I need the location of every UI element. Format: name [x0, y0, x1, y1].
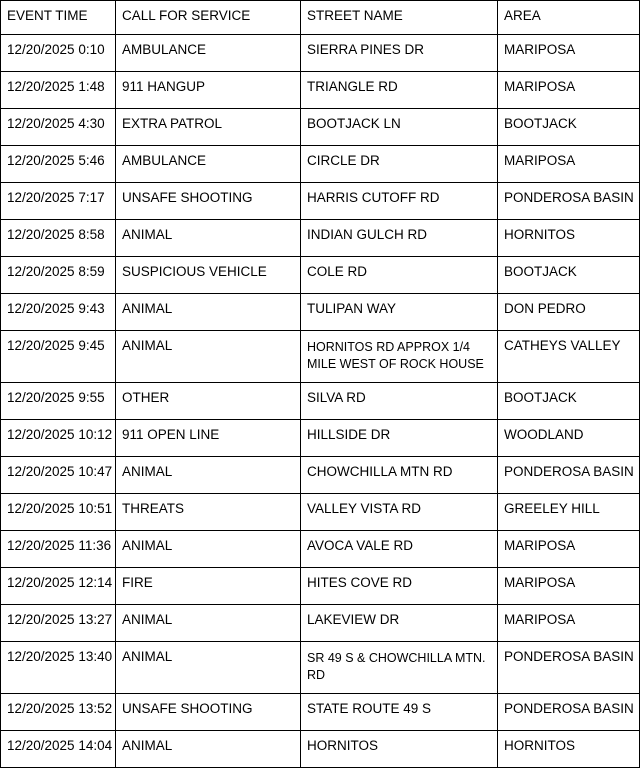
call-type-cell: OTHER [116, 383, 301, 420]
call-type-cell: ANIMAL [116, 294, 301, 331]
table-row [1, 257, 640, 294]
event-time-cell: 12/20/2025 0:10 [1, 35, 116, 72]
event-time-cell: 12/20/2025 5:46 [1, 146, 116, 183]
call-type-cell: UNSAFE SHOOTING [116, 183, 301, 220]
area-cell: PONDEROSA BASIN [498, 694, 640, 731]
table-row [1, 183, 640, 220]
call-type-cell: 911 HANGUP [116, 72, 301, 109]
event-time-cell: 12/20/2025 10:12 [1, 420, 116, 457]
area-cell: BOOTJACK [498, 383, 640, 420]
call-type-cell: ANIMAL [116, 220, 301, 257]
area-cell: MARIPOSA [498, 605, 640, 642]
street-name-cell: CHOWCHILLA MTN RD [301, 457, 498, 494]
table-row [1, 568, 640, 605]
table-row [1, 383, 640, 420]
event-time-cell: 12/20/2025 1:48 [1, 72, 116, 109]
table-row [1, 220, 640, 257]
street-name-cell: HILLSIDE DR [301, 420, 498, 457]
call-type-cell: THREATS [116, 494, 301, 531]
table-row [1, 146, 640, 183]
street-name-cell: HORNITOS [301, 731, 498, 768]
event-time-cell: 12/20/2025 10:51 [1, 494, 116, 531]
table-row [1, 531, 640, 568]
street-name-cell: SR 49 S & CHOWCHILLA MTN. RD [301, 642, 498, 694]
table-row [1, 331, 640, 383]
area-cell: PONDEROSA BASIN [498, 642, 640, 694]
event-time-cell: 12/20/2025 11:36 [1, 531, 116, 568]
area-cell: BOOTJACK [498, 109, 640, 146]
call-type-cell: 911 OPEN LINE [116, 420, 301, 457]
area-cell: PONDEROSA BASIN [498, 183, 640, 220]
table-row [1, 294, 640, 331]
area-cell: MARIPOSA [498, 72, 640, 109]
street-name-cell: COLE RD [301, 257, 498, 294]
event-time-cell: 12/20/2025 4:30 [1, 109, 116, 146]
table-row [1, 109, 640, 146]
call-type-cell: UNSAFE SHOOTING [116, 694, 301, 731]
header-street-name: STREET NAME [301, 1, 498, 35]
call-type-cell: AMBULANCE [116, 146, 301, 183]
area-cell: MARIPOSA [498, 531, 640, 568]
event-time-cell: 12/20/2025 13:52 [1, 694, 116, 731]
street-name-cell: STATE ROUTE 49 S [301, 694, 498, 731]
call-type-cell: AMBULANCE [116, 35, 301, 72]
area-cell: GREELEY HILL [498, 494, 640, 531]
call-type-cell: ANIMAL [116, 731, 301, 768]
header-event-time: EVENT TIME [1, 1, 116, 35]
street-name-cell: SIERRA PINES DR [301, 35, 498, 72]
call-type-cell: ANIMAL [116, 531, 301, 568]
table-row [1, 605, 640, 642]
area-cell: BOOTJACK [498, 257, 640, 294]
table-row [1, 72, 640, 109]
call-type-cell: ANIMAL [116, 457, 301, 494]
table-row [1, 642, 640, 694]
call-type-cell: ANIMAL [116, 605, 301, 642]
event-time-cell: 12/20/2025 8:58 [1, 220, 116, 257]
call-type-cell: EXTRA PATROL [116, 109, 301, 146]
event-time-cell: 12/20/2025 10:47 [1, 457, 116, 494]
header-call-for-service: CALL FOR SERVICE [116, 1, 301, 35]
street-name-cell: SILVA RD [301, 383, 498, 420]
call-type-cell: SUSPICIOUS VEHICLE [116, 257, 301, 294]
area-cell: DON PEDRO [498, 294, 640, 331]
table-row [1, 457, 640, 494]
area-cell: MARIPOSA [498, 568, 640, 605]
call-type-cell: ANIMAL [116, 331, 301, 383]
street-name-cell: HORNITOS RD APPROX 1/4 MILE WEST OF ROCK HOUSE [301, 331, 498, 383]
area-cell: HORNITOS [498, 731, 640, 768]
header-area: AREA [498, 1, 640, 35]
table-row [1, 35, 640, 72]
table-row [1, 731, 640, 768]
table-row [1, 420, 640, 457]
street-name-cell: AVOCA VALE RD [301, 531, 498, 568]
street-name-cell: INDIAN GULCH RD [301, 220, 498, 257]
header-row [1, 1, 640, 35]
street-name-cell: LAKEVIEW DR [301, 605, 498, 642]
area-cell: MARIPOSA [498, 35, 640, 72]
area-cell: HORNITOS [498, 220, 640, 257]
table-row [1, 494, 640, 531]
area-cell: WOODLAND [498, 420, 640, 457]
event-time-cell: 12/20/2025 9:43 [1, 294, 116, 331]
area-cell: CATHEYS VALLEY [498, 331, 640, 383]
street-name-cell: TRIANGLE RD [301, 72, 498, 109]
table-row [1, 694, 640, 731]
street-name-cell: TULIPAN WAY [301, 294, 498, 331]
street-name-cell: HARRIS CUTOFF RD [301, 183, 498, 220]
area-cell: PONDEROSA BASIN [498, 457, 640, 494]
event-time-cell: 12/20/2025 14:04 [1, 731, 116, 768]
street-name-cell: VALLEY VISTA RD [301, 494, 498, 531]
event-time-cell: 12/20/2025 9:45 [1, 331, 116, 383]
street-name-cell: HITES COVE RD [301, 568, 498, 605]
event-time-cell: 12/20/2025 8:59 [1, 257, 116, 294]
event-time-cell: 12/20/2025 9:55 [1, 383, 116, 420]
event-time-cell: 12/20/2025 7:17 [1, 183, 116, 220]
event-time-cell: 12/20/2025 13:40 [1, 642, 116, 694]
area-cell: MARIPOSA [498, 146, 640, 183]
call-type-cell: ANIMAL [116, 642, 301, 694]
street-name-cell: BOOTJACK LN [301, 109, 498, 146]
call-type-cell: FIRE [116, 568, 301, 605]
street-name-cell: CIRCLE DR [301, 146, 498, 183]
event-time-cell: 12/20/2025 12:14 [1, 568, 116, 605]
event-time-cell: 12/20/2025 13:27 [1, 605, 116, 642]
